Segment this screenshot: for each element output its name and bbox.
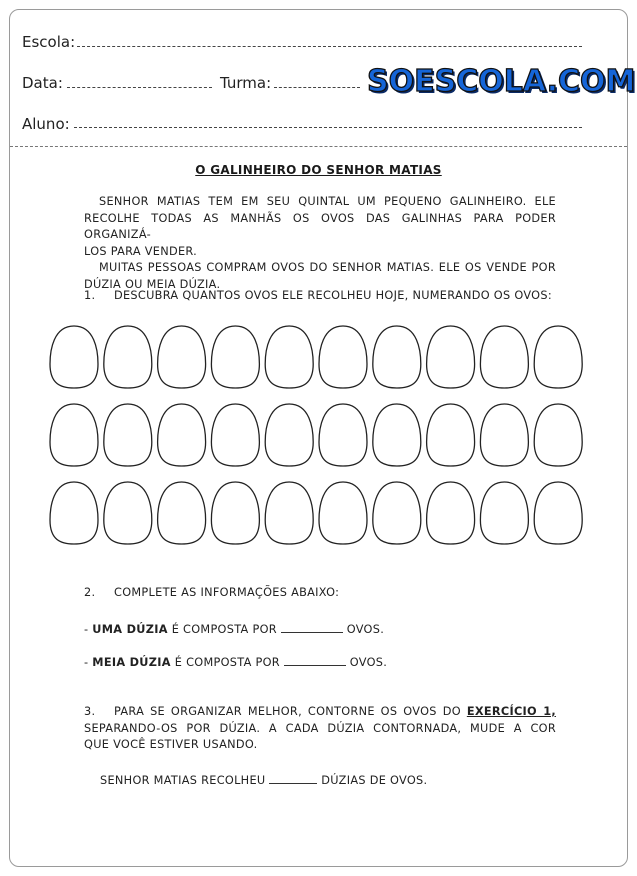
egg-outline[interactable] bbox=[480, 326, 528, 388]
date-label: Data: bbox=[22, 74, 63, 92]
egg-outline[interactable] bbox=[427, 482, 475, 544]
egg-outline[interactable] bbox=[211, 326, 259, 388]
egg-outline[interactable] bbox=[265, 326, 313, 388]
egg-outline[interactable] bbox=[104, 404, 152, 466]
egg-outline[interactable] bbox=[534, 326, 582, 388]
egg-outline[interactable] bbox=[50, 326, 98, 388]
intro-line: RECOLHE TODAS AS MANHÃS OS OVOS DAS GALINHAS PARA PODER ORGANIZÁ- bbox=[84, 211, 556, 241]
school-field[interactable] bbox=[77, 46, 582, 47]
eggs-grid bbox=[0, 318, 637, 554]
question-2 bbox=[84, 586, 339, 599]
question-3-line-2: SEPARANDO-OS POR DÚZIA. A CADA DÚZIA CONTORNADA, MUDE A COR bbox=[84, 721, 556, 735]
intro-line: DÚZIA OU MEIA DÚZIA. bbox=[84, 277, 221, 291]
question-3 bbox=[84, 704, 556, 754]
egg-outline[interactable] bbox=[427, 326, 475, 388]
intro-paragraph-1 bbox=[84, 194, 556, 293]
egg-outline[interactable] bbox=[50, 482, 98, 544]
class-field[interactable] bbox=[274, 87, 360, 88]
egg-outline[interactable] bbox=[319, 326, 367, 388]
question-3-line-3: QUE VOCÊ ESTIVER USANDO. bbox=[84, 738, 258, 751]
question-1 bbox=[84, 289, 552, 302]
student-label: Aluno: bbox=[22, 115, 70, 133]
question-3-number: 3. bbox=[84, 705, 96, 718]
egg-outline[interactable] bbox=[104, 326, 152, 388]
dozen-end: OVOS. bbox=[346, 623, 385, 636]
egg-outline[interactable] bbox=[480, 482, 528, 544]
class-label: Turma: bbox=[220, 74, 272, 92]
question-2-number: 2. bbox=[84, 586, 96, 599]
final-text-before: SENHOR MATIAS RECOLHEU bbox=[100, 774, 266, 787]
egg-outline[interactable] bbox=[373, 326, 421, 388]
question-1-text: DESCUBRA QUANTOS OVOS ELE RECOLHEU HOJE, NUMERANDO OS OVOS: bbox=[114, 289, 552, 302]
half-dozen-text: É COMPOSTA POR bbox=[174, 656, 280, 669]
header-separator bbox=[10, 146, 627, 147]
egg-outline[interactable] bbox=[373, 482, 421, 544]
egg-outline[interactable] bbox=[158, 326, 206, 388]
egg-outline[interactable] bbox=[265, 482, 313, 544]
egg-outline[interactable] bbox=[319, 482, 367, 544]
egg-outline[interactable] bbox=[534, 482, 582, 544]
exercise-1-reference: EXERCÍCIO 1, bbox=[466, 705, 556, 718]
egg-outline[interactable] bbox=[211, 404, 259, 466]
question-2-text: COMPLETE AS INFORMAÇÕES ABAIXO: bbox=[114, 586, 340, 599]
egg-outline[interactable] bbox=[319, 404, 367, 466]
date-field[interactable] bbox=[67, 87, 212, 88]
half-dozen-end: OVOS. bbox=[349, 656, 388, 669]
half-dozen-statement bbox=[84, 654, 387, 669]
egg-outline[interactable] bbox=[534, 404, 582, 466]
egg-outline[interactable] bbox=[211, 482, 259, 544]
soescola-logo: SOESCOLA.COM bbox=[367, 64, 636, 99]
intro-line: MUITAS PESSOAS COMPRAM OVOS DO SENHOR MATIAS. ELE OS VENDE POR bbox=[99, 261, 556, 274]
question-1-number: 1. bbox=[84, 289, 96, 302]
dash: - bbox=[84, 656, 89, 669]
egg-outline[interactable] bbox=[427, 404, 475, 466]
egg-outline[interactable] bbox=[480, 404, 528, 466]
egg-outline[interactable] bbox=[265, 404, 313, 466]
intro-line: LOS PARA VENDER. bbox=[84, 244, 198, 258]
half-dozen-answer-blank[interactable] bbox=[284, 654, 346, 666]
intro-line: SENHOR MATIAS TEM EM SEU QUINTAL UM PEQUENO GALINHEIRO. ELE bbox=[99, 195, 556, 208]
egg-outline[interactable] bbox=[373, 404, 421, 466]
page-title: O GALINHEIRO DO SENHOR MATIAS bbox=[195, 163, 442, 177]
dozen-text: É COMPOSTA POR bbox=[171, 623, 277, 636]
dozens-answer-blank[interactable] bbox=[269, 772, 317, 784]
egg-outline[interactable] bbox=[104, 482, 152, 544]
egg-outline[interactable] bbox=[158, 404, 206, 466]
dozen-statement bbox=[84, 621, 384, 636]
dozen-answer-blank[interactable] bbox=[281, 621, 343, 633]
dozen-term: UMA DÚZIA bbox=[92, 623, 168, 636]
question-3-text: PARA SE ORGANIZAR MELHOR, CONTORNE OS OVOS DO bbox=[114, 705, 461, 718]
final-text-after: DÚZIAS DE OVOS. bbox=[321, 774, 428, 787]
final-statement bbox=[100, 772, 427, 787]
dash: - bbox=[84, 623, 89, 636]
school-label: Escola: bbox=[22, 33, 76, 51]
question-3-line-1 bbox=[84, 704, 556, 721]
student-field[interactable] bbox=[74, 127, 582, 128]
half-dozen-term: MEIA DÚZIA bbox=[92, 656, 171, 669]
egg-outline[interactable] bbox=[50, 404, 98, 466]
egg-outline[interactable] bbox=[158, 482, 206, 544]
